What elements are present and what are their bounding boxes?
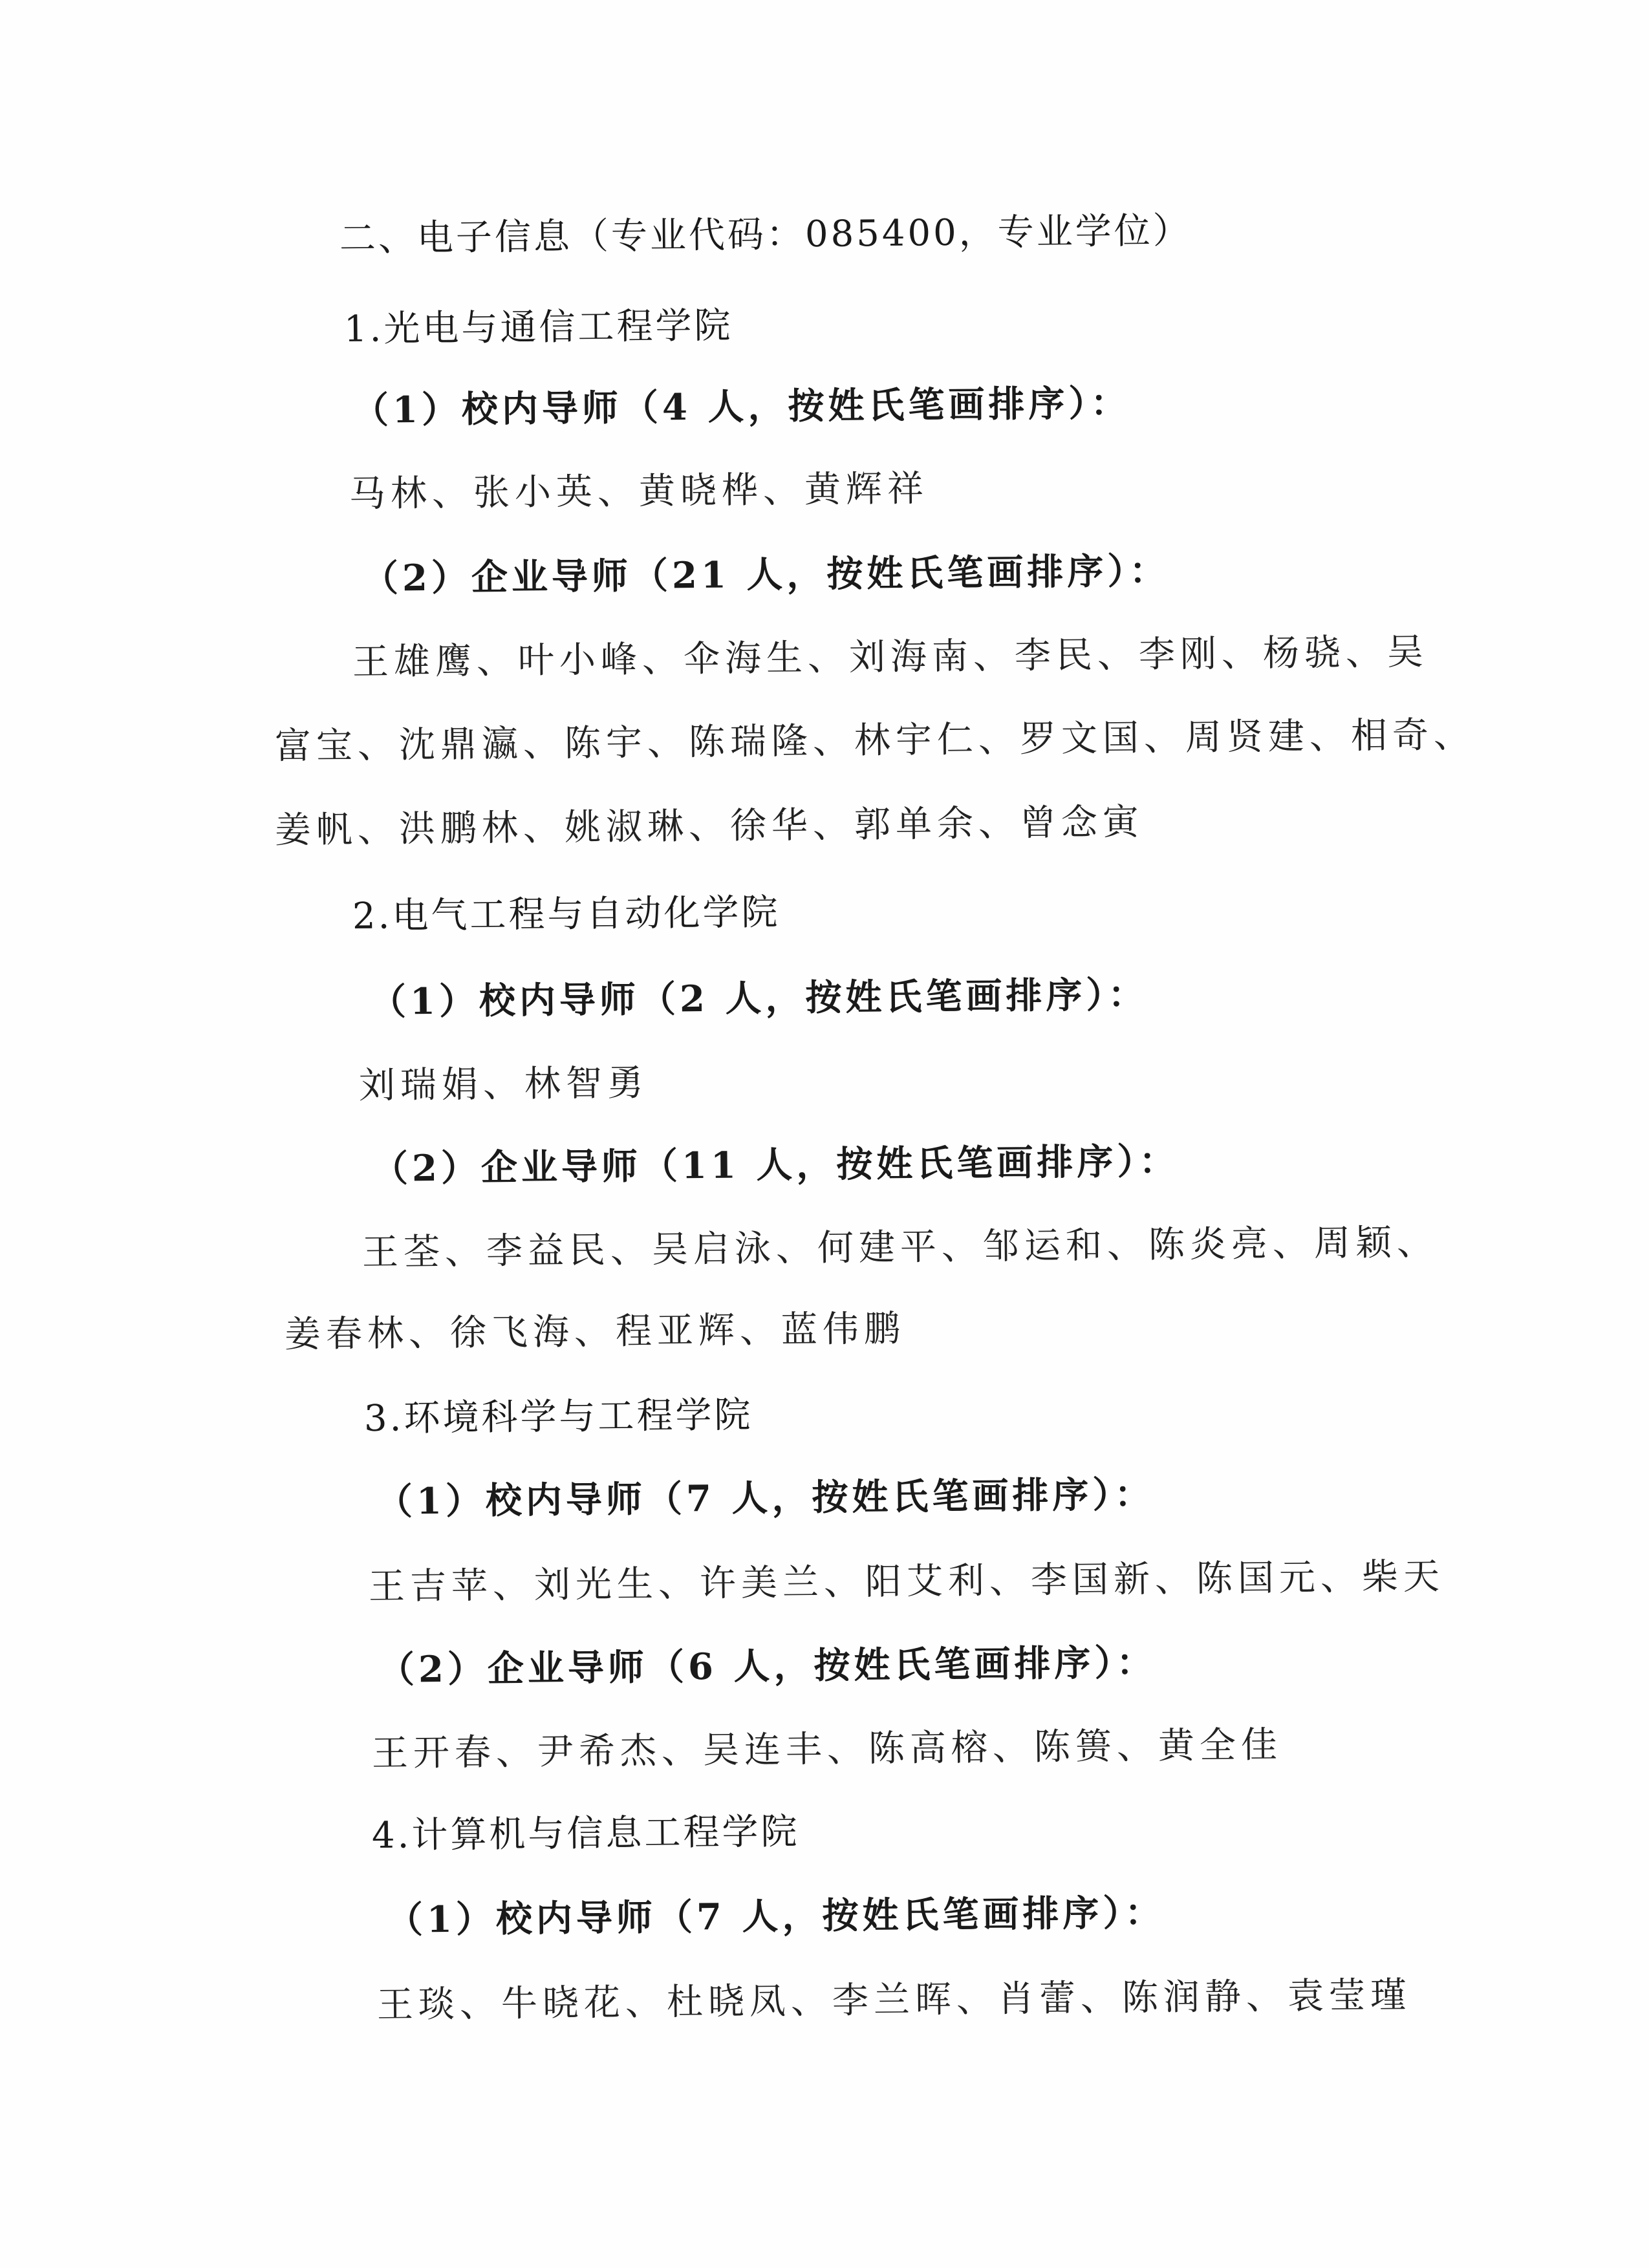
college-1-enterprise-names-1: 王雄鹰、叶小峰、伞海生、刘海南、李民、李刚、杨骁、吴 xyxy=(352,631,1429,683)
college-4-title: 4.计算机与信息工程学院 xyxy=(371,1810,800,1857)
college-3-title: 3.环境科学与工程学院 xyxy=(363,1394,753,1440)
college-3-enterprise-header: （2）企业导师（6 人，按姓氏笔画排序）： xyxy=(378,1641,1157,1691)
college-3-internal-header: （1）校内导师（7 人，按姓氏笔画排序）： xyxy=(376,1473,1155,1523)
college-3-enterprise-names: 王开春、尹希杰、吴连丰、陈高榕、陈篑、黄全佳 xyxy=(371,1724,1283,1775)
college-1-enterprise-header: （2）企业导师（21 人，按姓氏笔画排序）： xyxy=(361,550,1170,600)
college-3-internal-names: 王吉苹、刘光生、许美兰、阳艾利、李国新、陈国元、柴天 xyxy=(368,1556,1445,1608)
college-2-enterprise-header: （2）企业导师（11 人，按姓氏笔画排序）： xyxy=(371,1140,1180,1190)
college-2-title: 2.电气工程与自动化学院 xyxy=(352,891,781,937)
college-2-enterprise-names-2: 姜春林、徐飞海、程亚辉、蓝伟鹏 xyxy=(284,1307,906,1356)
college-1-title: 1.光电与通信工程学院 xyxy=(343,305,733,350)
college-4-internal-names: 王琰、牛晓花、杜晓凤、李兰晖、肖蕾、陈润静、袁莹瑾 xyxy=(376,1974,1412,2026)
college-2-internal-header: （1）校内导师（2 人，按姓氏笔画排序）： xyxy=(369,973,1148,1023)
college-1-enterprise-names-2: 富宝、沈鼎瀛、陈宇、陈瑞隆、林宇仁、罗文国、周贤建、相奇、 xyxy=(274,714,1476,767)
college-2-internal-names: 刘瑞娟、林智勇 xyxy=(358,1062,649,1107)
college-4-internal-header: （1）校内导师（7 人，按姓氏笔画排序）： xyxy=(386,1891,1165,1942)
section-title: 二、电子信息（专业代码：085400，专业学位） xyxy=(339,209,1192,260)
college-2-enterprise-names-1: 王荃、李益民、吴启泳、何建平、邹运和、陈炎亮、周颖、 xyxy=(361,1221,1439,1274)
college-1-enterprise-names-3: 姜帆、洪鹏林、姚淑琳、徐华、郭单余、曾念寅 xyxy=(274,801,1145,851)
college-1-internal-names: 马林、张小英、黄晓桦、黄辉祥 xyxy=(349,467,929,515)
college-1-internal-header: （1）校内导师（4 人，按姓氏笔画排序）： xyxy=(352,381,1131,432)
